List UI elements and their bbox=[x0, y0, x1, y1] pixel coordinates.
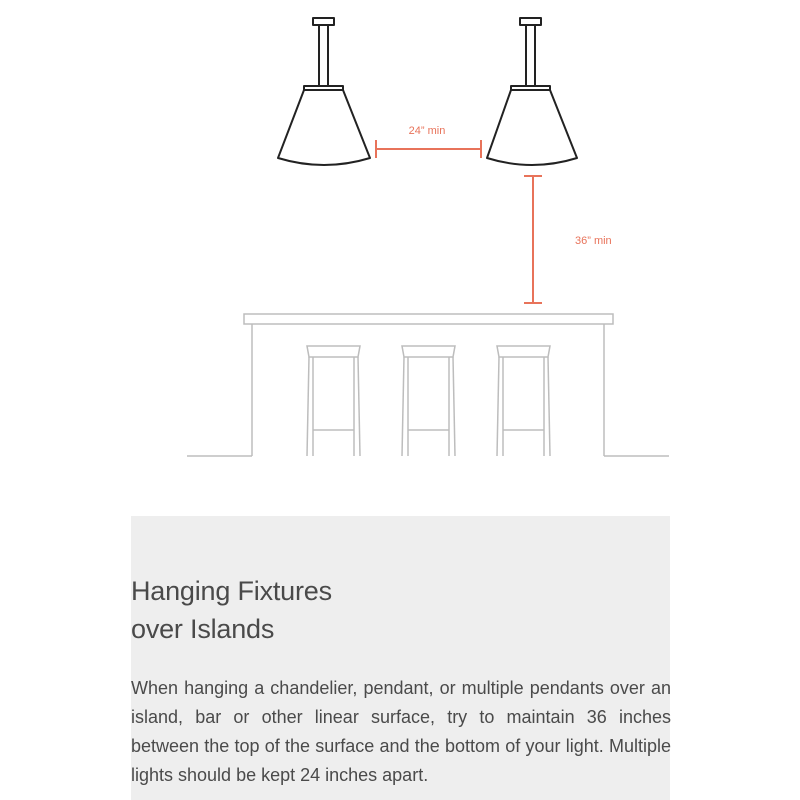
horizontal-spacing-dimension bbox=[376, 140, 481, 158]
info-title bbox=[131, 572, 332, 648]
pendant-right-canopy bbox=[520, 18, 541, 25]
island-countertop bbox=[244, 314, 613, 324]
pendant-left-shade bbox=[278, 90, 370, 165]
info-title-line-1: Hanging Fixtures bbox=[131, 576, 332, 606]
pendant-left-canopy bbox=[313, 18, 334, 25]
vertical-clearance-label: 36” min bbox=[575, 235, 612, 247]
pendant-right-stem bbox=[526, 25, 535, 86]
info-body: When hanging a chandelier, pendant, or multiple pendants over an island, bar or other linear surface, try to maintain 36 inches between the top of the surface and the bottom of your light. Multiple lights should be kept 24 inches apart. bbox=[131, 678, 671, 785]
vertical-clearance-dimension bbox=[524, 176, 542, 303]
kitchen-island bbox=[244, 314, 613, 456]
info-title-line-2: over Islands bbox=[131, 614, 275, 644]
bar-stool bbox=[497, 346, 550, 456]
pendant-right-shade bbox=[487, 90, 577, 165]
pendant-left-stem bbox=[319, 25, 328, 86]
bar-stool bbox=[307, 346, 360, 456]
pendant-light-left bbox=[278, 18, 370, 165]
pendant-light-right bbox=[487, 18, 577, 165]
horizontal-spacing-label: 24” min bbox=[408, 125, 446, 137]
bar-stool bbox=[402, 346, 455, 456]
